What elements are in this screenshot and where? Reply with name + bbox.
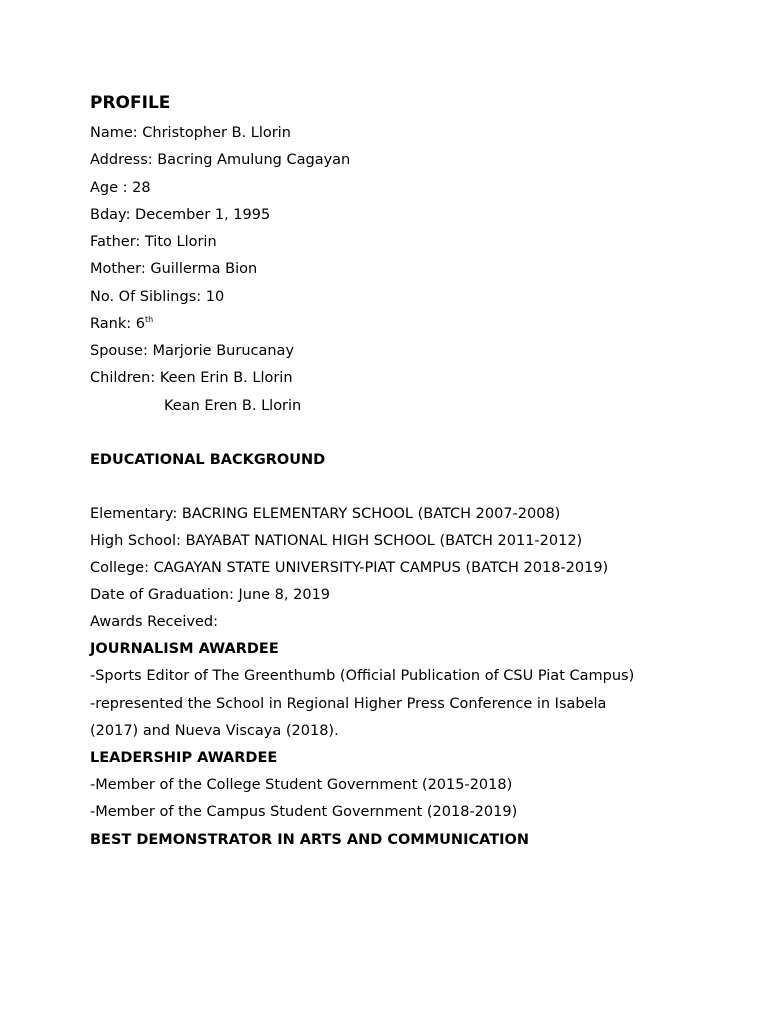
profile-children: Children: Keen Erin B. Llorin (90, 370, 293, 386)
profile-age: Age : 28 (90, 180, 151, 196)
profile-bday: Bday: December 1, 1995 (90, 207, 271, 223)
education-college: College: CAGAYAN STATE UNIVERSITY-PIAT CAMPUS (BATCH 2018-2019) (90, 560, 609, 576)
profile-father: Father: Tito Llorin (90, 234, 217, 250)
education-elementary: Elementary: BACRING ELEMENTARY SCHOOL (BATCH 2007-2008) (90, 506, 561, 522)
leadership-item: -Member of the College Student Government (2015-2018) (90, 777, 513, 793)
profile-rank-value: Rank: 6 (90, 316, 145, 332)
profile-siblings: No. Of Siblings: 10 (90, 289, 225, 305)
education-high-school: High School: BAYABAT NATIONAL HIGH SCHOOL (BATCH 2011-2012) (90, 533, 583, 549)
profile-rank (90, 314, 153, 334)
profile-heading: PROFILE (90, 93, 171, 113)
education-heading: EDUCATIONAL BACKGROUND (90, 452, 326, 468)
awards-label: Awards Received: (90, 614, 219, 630)
education-graduation: Date of Graduation: June 8, 2019 (90, 587, 331, 603)
profile-name: Name: Christopher B. Llorin (90, 125, 291, 141)
journalism-item: -Sports Editor of The Greenthumb (Official Publication of CSU Piat Campus) (90, 668, 635, 684)
journalism-heading: JOURNALISM AWARDEE (90, 641, 279, 657)
profile-rank-suffix: th (144, 315, 154, 324)
leadership-heading: LEADERSHIP AWARDEE (90, 750, 278, 766)
journalism-item-continued: (2017) and Nueva Viscaya (2018). (90, 723, 339, 739)
profile-mother: Mother: Guillerma Bion (90, 261, 258, 277)
journalism-item: -represented the School in Regional Higher Press Conference in Isabela (90, 696, 607, 712)
leadership-item: -Member of the Campus Student Government (2018-2019) (90, 804, 518, 820)
profile-address: Address: Bacring Amulung Cagayan (90, 152, 351, 168)
profile-spouse: Spouse: Marjorie Burucanay (90, 343, 295, 359)
profile-children-second: Kean Eren B. Llorin (164, 398, 302, 414)
best-demonstrator-heading: BEST DEMONSTRATOR IN ARTS AND COMMUNICATION (90, 832, 529, 848)
